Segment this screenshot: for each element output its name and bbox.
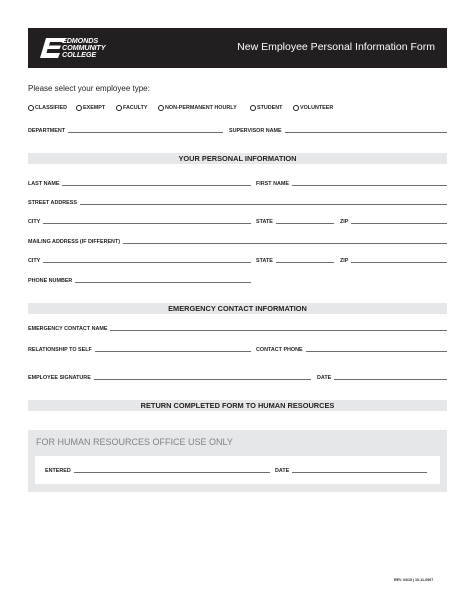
phone-number-field[interactable]: [28, 276, 251, 284]
mailing-state-field[interactable]: [256, 256, 334, 264]
phone-number-input-line[interactable]: [75, 282, 251, 283]
mailing-city-input-line[interactable]: [43, 262, 251, 263]
contact-phone-input-line[interactable]: [306, 351, 447, 352]
signature-date-input-line[interactable]: [334, 379, 447, 380]
emergency-contact-name-label: EMERGENCY CONTACT NAME: [28, 326, 108, 332]
mailing-city-field[interactable]: [28, 256, 251, 264]
radio-circle-icon[interactable]: [76, 105, 82, 111]
first-name-label: FIRST NAME: [256, 181, 289, 187]
emergency-contact-name-field[interactable]: [28, 324, 447, 332]
city-field[interactable]: [28, 217, 251, 225]
mailing-zip-input-line[interactable]: [351, 262, 447, 263]
college-logo-wordmark: EDMONDS COMMUNITY COLLEGE: [62, 36, 106, 59]
zip-input-line[interactable]: [351, 223, 447, 224]
last-name-label: LAST NAME: [28, 181, 60, 187]
state-input-line[interactable]: [276, 223, 334, 224]
state-label: STATE: [256, 219, 273, 225]
radio-label: EXEMPT: [83, 105, 106, 111]
mailing-zip-field[interactable]: [340, 256, 447, 264]
section-emergency-contact: EMERGENCY CONTACT INFORMATION: [28, 303, 447, 314]
city-input-line[interactable]: [43, 223, 251, 224]
radio-circle-icon[interactable]: [116, 105, 122, 111]
street-address-label: STREET ADDRESS: [28, 200, 77, 206]
first-name-input-line[interactable]: [292, 185, 447, 186]
form-title: New Employee Personal Information Form: [237, 41, 435, 53]
entered-field[interactable]: [45, 466, 270, 474]
radio-circle-icon[interactable]: [28, 105, 34, 111]
signature-date-field[interactable]: [317, 373, 447, 381]
contact-phone-field[interactable]: [256, 345, 447, 353]
mailing-state-input-line[interactable]: [276, 262, 334, 263]
radio-label: STUDENT: [257, 105, 283, 111]
employee-type-prompt: Please select your employee type:: [28, 84, 150, 93]
radio-faculty[interactable]: [116, 105, 147, 111]
supervisor-name-field[interactable]: [229, 126, 447, 134]
hr-date-label: DATE: [275, 468, 290, 474]
department-input-line[interactable]: [68, 132, 223, 133]
mailing-state-label: STATE: [256, 258, 273, 264]
mailing-address-input-line[interactable]: [123, 243, 447, 244]
mailing-address-field[interactable]: [28, 237, 447, 245]
mailing-city-label: CITY: [28, 258, 41, 264]
college-logo: [40, 37, 118, 61]
supervisor-name-input-line[interactable]: [285, 132, 447, 133]
department-field[interactable]: [28, 126, 223, 134]
form-header: [28, 28, 447, 68]
radio-label: FACULTY: [123, 105, 148, 111]
zip-field[interactable]: [340, 217, 447, 225]
city-label: CITY: [28, 219, 41, 225]
radio-classified[interactable]: [28, 105, 67, 111]
radio-circle-icon[interactable]: [158, 105, 164, 111]
phone-number-label: PHONE NUMBER: [28, 278, 73, 284]
entered-input-line[interactable]: [74, 472, 270, 473]
hr-date-input-line[interactable]: [292, 472, 427, 473]
employee-signature-label: EMPLOYEE SIGNATURE: [28, 375, 91, 381]
hr-office-use-title: FOR HUMAN RESOURCES OFFICE USE ONLY: [36, 437, 233, 447]
radio-non-permanent-hourly[interactable]: [158, 105, 237, 111]
relationship-to-self-field[interactable]: [28, 345, 251, 353]
last-name-input-line[interactable]: [62, 185, 251, 186]
radio-student[interactable]: [250, 105, 282, 111]
last-name-field[interactable]: [28, 179, 251, 187]
radio-exempt[interactable]: [76, 105, 105, 111]
contact-phone-label: CONTACT PHONE: [256, 347, 303, 353]
radio-label: VOLUNTEER: [300, 105, 334, 111]
department-label: DEPARTMENT: [28, 128, 66, 134]
radio-label: CLASSIFIED: [35, 105, 68, 111]
signature-date-label: DATE: [317, 375, 332, 381]
section-personal-information: YOUR PERSONAL INFORMATION: [28, 153, 447, 164]
street-address-input-line[interactable]: [80, 204, 447, 205]
mailing-zip-label: ZIP: [340, 258, 349, 264]
radio-circle-icon[interactable]: [250, 105, 256, 111]
radio-volunteer[interactable]: [293, 105, 333, 111]
hr-office-use-box: [28, 430, 447, 492]
employee-signature-input-line[interactable]: [94, 379, 311, 380]
state-field[interactable]: [256, 217, 334, 225]
hr-date-field[interactable]: [275, 466, 427, 474]
entered-label: ENTERED: [45, 468, 71, 474]
mailing-address-label: MAILING ADDRESS (IF DIFFERENT): [28, 239, 121, 245]
hr-office-use-panel: [35, 456, 440, 484]
relationship-to-self-label: RELATIONSHIP TO SELF: [28, 347, 92, 353]
relationship-to-self-input-line[interactable]: [95, 351, 251, 352]
zip-label: ZIP: [340, 219, 349, 225]
emergency-contact-name-input-line[interactable]: [110, 330, 447, 331]
radio-circle-icon[interactable]: [293, 105, 299, 111]
street-address-field[interactable]: [28, 198, 447, 206]
first-name-field[interactable]: [256, 179, 447, 187]
radio-label: NON-PERMANENT HOURLY: [165, 105, 237, 111]
revision-code: REV. 03/15 | 10-11-0907: [394, 578, 434, 582]
employee-signature-field[interactable]: [28, 373, 311, 381]
section-return-form: RETURN COMPLETED FORM TO HUMAN RESOURCES: [28, 400, 447, 411]
supervisor-name-label: SUPERVISOR NAME: [229, 128, 282, 134]
